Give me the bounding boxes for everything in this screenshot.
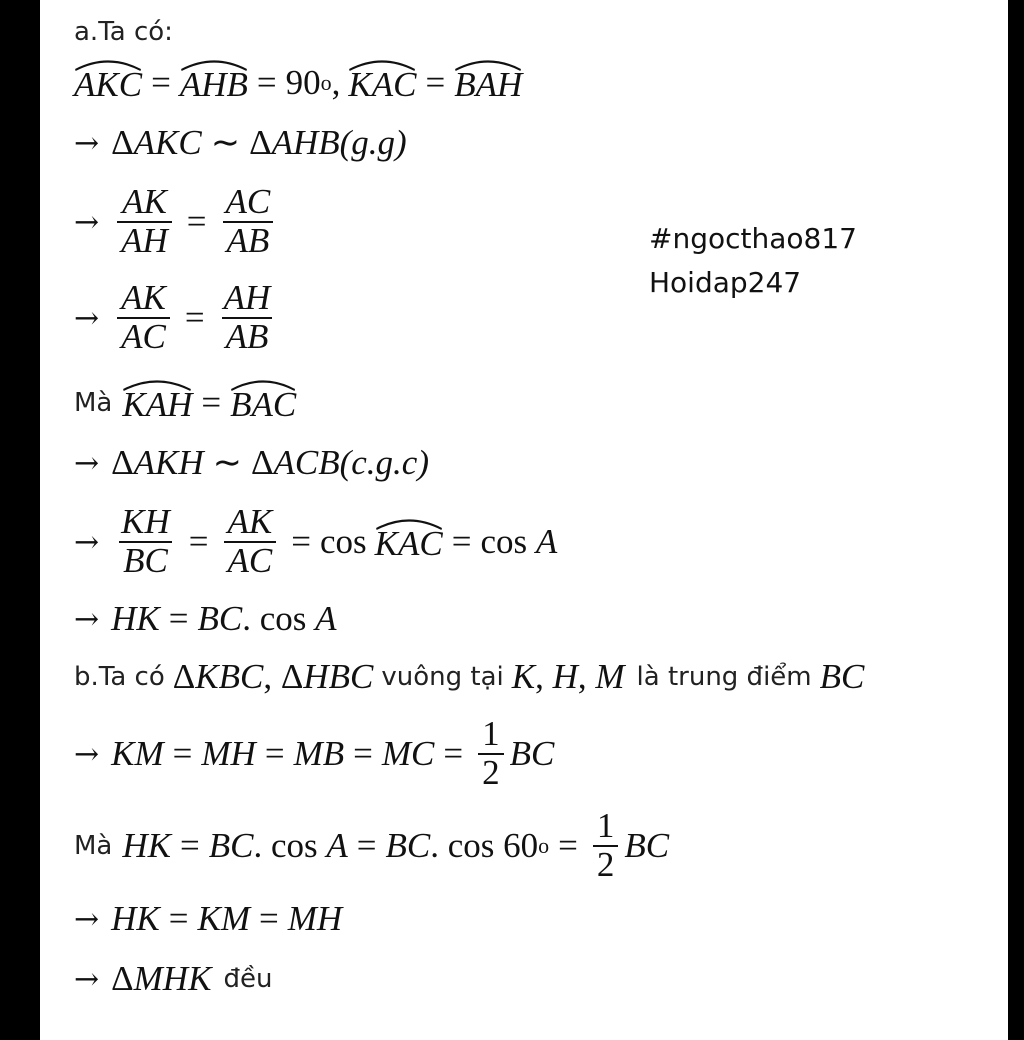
author-tag: #ngocthao817 xyxy=(649,222,857,255)
equation-angle-kah: Mà KAH = BAC xyxy=(74,383,297,424)
equation-ratio-2: → $\frac{AK}{AC}$ = $\frac{AH}{AB}$ xyxy=(74,270,998,366)
arrow-icon: → xyxy=(74,125,100,161)
angle-bah: BAH xyxy=(454,61,522,105)
arrow-icon: → xyxy=(74,901,100,937)
arrow-icon: → xyxy=(74,736,100,772)
arrow-icon: → xyxy=(74,300,100,336)
equation-cos: → $\frac{KH}{BC}$ = $\frac{AK}{AC}$ = cos KAC = cos A xyxy=(74,502,558,580)
equation-angles-equal: AKC = AHB = 90 o , KAC = BAH xyxy=(74,63,523,104)
arrow-icon: → xyxy=(74,601,100,637)
equation-similar-akh-acb: → ΔAKH ∼ ΔACB (c.g.c) xyxy=(74,443,429,482)
angle-akc: AKC xyxy=(74,61,142,105)
equation-hk-bc-cos: → HK = BC . cos A xyxy=(74,599,337,638)
equation-hk-km-mh: → HK = KM = MH xyxy=(74,899,343,938)
angle-bac: BAC xyxy=(230,381,296,425)
equation-ratio-1: → $\frac{AK}{AH}$ = $\frac{AC}{AB}$ xyxy=(74,174,998,270)
equation-hk-half-bc: Mà HK = BC . cos A = BC . cos 60 o = $\frac{1}{2}$ BC xyxy=(74,806,670,884)
equation-similar-akc-ahb: → ΔAKC ∼ ΔAHB (g.g) xyxy=(74,123,407,162)
angle-kah: KAH xyxy=(122,381,192,425)
arrow-icon: → xyxy=(74,961,100,997)
angle-kac: KAC xyxy=(348,61,416,105)
arrow-icon: → xyxy=(74,445,100,481)
part-a-label: a.Ta có: xyxy=(74,17,173,47)
part-a-heading xyxy=(74,14,998,50)
angle-kac-2: KAC xyxy=(375,520,443,564)
site-tag: Hoidap247 xyxy=(649,266,802,299)
equation-km-mh-mb-mc: → KM = MH = MB = MC = $\frac{1}{2}$ BC xyxy=(74,714,555,792)
conclusion-equilateral: → ΔMHK đều xyxy=(74,959,273,998)
solution-document xyxy=(40,0,1008,1040)
arrow-icon: → xyxy=(74,204,100,240)
arrow-icon: → xyxy=(74,524,100,560)
part-b-statement: b.Ta có ΔKBC, ΔHBC vuông tại K , H , M là trung điểm BC xyxy=(74,657,865,696)
angle-ahb: AHB xyxy=(180,61,248,105)
